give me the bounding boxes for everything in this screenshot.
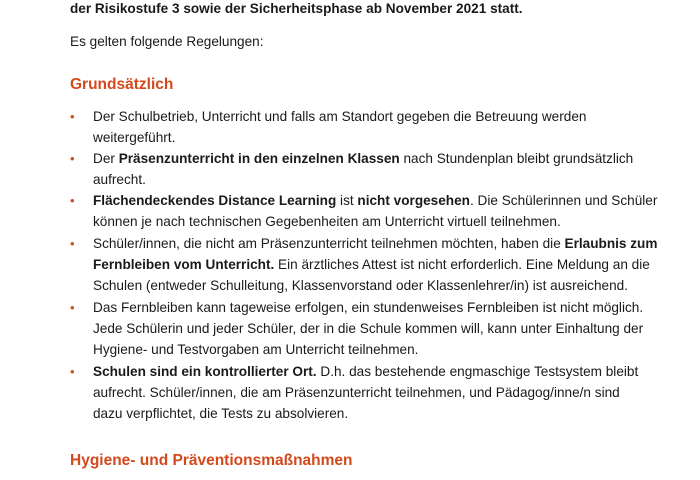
list-item-5-line-1: Das Fernbleiben kann tageweise erfolgen, ein stundenweises Fernbleiben ist nicht möglich. — [93, 300, 644, 315]
bullet-marker: • — [70, 364, 75, 379]
list-item-6-line-1 — [93, 363, 638, 381]
intro-line-1: der Risikostufe 3 sowie der Sicherheitsphase ab November 2021 statt. — [70, 1, 523, 16]
list-item-4-text-a: Schüler/innen, die nicht am Präsenzunterricht teilnehmen möchten, haben die — [93, 236, 565, 251]
list-item-3-text-bold-a: Flächendeckendes Distance Learning — [93, 193, 337, 208]
list-item-6-text-bold: Schulen sind ein kontrollierter Ort. — [93, 364, 317, 379]
list-item-2-text-bold: Präsenzunterricht in den einzelnen Klassen — [118, 151, 400, 166]
bullet-marker: • — [70, 300, 75, 315]
list-item-6-line-3: dazu verpflichtet, die Tests zu absolvieren. — [93, 406, 349, 421]
list-item-1-line-2: weitergeführt. — [93, 130, 176, 145]
list-item-5-line-2: Jede Schülerin und jeder Schüler, der in die Schule kommen will, kann unter Einhaltung der — [93, 321, 644, 336]
bullet-marker: • — [70, 109, 75, 124]
list-item-2-line-2: aufrecht. — [93, 172, 146, 187]
list-item-4-line-3: Schulen (entweder Schulleitung, Klassenvorstand oder Klassenlehrer/in) ist ausreichend. — [93, 278, 628, 293]
bullet-marker: • — [70, 193, 75, 208]
bullet-marker: • — [70, 151, 75, 166]
list-item-6-text-b: D.h. das bestehende engmaschige Testsystem bleibt — [316, 364, 639, 379]
list-item-4-text-bold: Erlaubnis zum — [564, 236, 658, 251]
list-item-4-text-b: Ein ärztliches Attest ist nicht erforderlich. Eine Meldung an die — [274, 257, 650, 272]
list-item-6-line-2: aufrecht. Schüler/innen, die am Präsenzunterricht teilnehmen, und Pädagog/inne/n sind — [93, 385, 620, 400]
list-item-3-text-d: . Die Schülerinnen und Schüler — [469, 193, 658, 208]
list-item-4-text-bold-2: Fernbleiben vom Unterricht. — [93, 257, 275, 272]
bullet-marker: • — [70, 236, 75, 251]
intro-line-2: Es gelten folgende Regelungen: — [70, 34, 264, 49]
list-item-4-line-1 — [93, 235, 657, 253]
list-item-2-line-1 — [93, 150, 633, 168]
section-heading-grundsaetzlich: Grundsätzlich — [70, 76, 174, 93]
list-item-4-line-2 — [93, 256, 650, 274]
list-item-1-line-1: Der Schulbetrieb, Unterricht und falls am Standort gegeben die Betreuung werden — [93, 109, 587, 124]
list-item-3-line-1 — [93, 192, 657, 210]
list-item-2-text-c: nach Stundenplan bleibt grundsätzlich — [399, 151, 634, 166]
list-item-5-line-3: Hygiene- und Testvorgaben am Unterricht teilnehmen. — [93, 342, 419, 357]
list-item-3-text-b: ist — [336, 193, 358, 208]
section-heading-hygiene: Hygiene- und Präventionsmaßnahmen — [70, 452, 353, 469]
list-item-3-text-bold-c: nicht vorgesehen — [357, 193, 470, 208]
list-item-2-text-a: Der — [93, 151, 119, 166]
list-item-3-line-2: können je nach technischen Gegebenheiten am Unterricht virtuell teilnehmen. — [93, 214, 561, 229]
